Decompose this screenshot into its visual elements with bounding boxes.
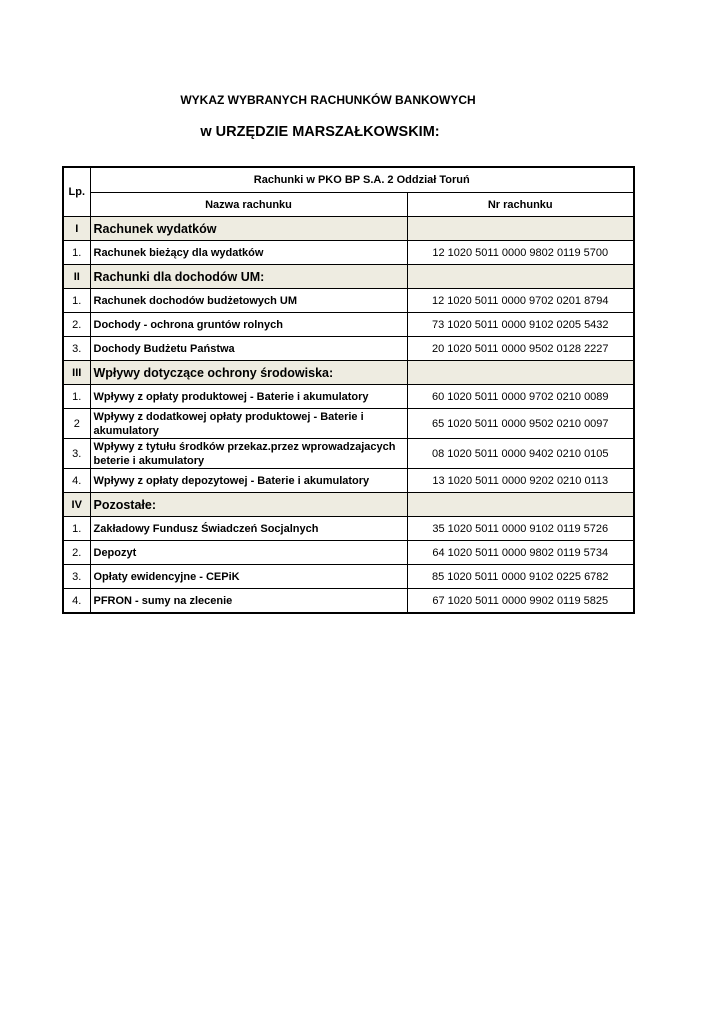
section-empty-cell	[407, 493, 634, 517]
row-lp: 3.	[63, 565, 90, 589]
section-title: Wpływy dotyczące ochrony środowiska:	[90, 361, 407, 385]
account-number: 12 1020 5011 0000 9702 0201 8794	[407, 289, 634, 313]
account-number: 35 1020 5011 0000 9102 0119 5726	[407, 517, 634, 541]
section-row	[63, 361, 634, 385]
document-title: WYKAZ WYBRANYCH RACHUNKÓW BANKOWYCH	[180, 93, 476, 107]
section-empty-cell	[407, 217, 634, 241]
account-name: Rachunek dochodów budżetowych UM	[90, 289, 407, 313]
section-title: Rachunki dla dochodów UM:	[90, 265, 407, 289]
account-number: 20 1020 5011 0000 9502 0128 2227	[407, 337, 634, 361]
section-empty-cell	[407, 265, 634, 289]
section-number: II	[63, 265, 90, 289]
table-row	[63, 589, 634, 614]
account-number: 13 1020 5011 0000 9202 0210 0113	[407, 469, 634, 493]
row-lp: 2.	[63, 541, 90, 565]
account-name: Dochody - ochrona gruntów rolnych	[90, 313, 407, 337]
account-name: Wpływy z opłaty depozytowej - Baterie i akumulatory	[90, 469, 407, 493]
account-name: Depozyt	[90, 541, 407, 565]
account-name: Wpływy z opłaty produktowej - Baterie i akumulatory	[90, 385, 407, 409]
account-name: Wpływy z dodatkowej opłaty produktowej - Baterie i akumulatory	[90, 409, 407, 439]
account-name: Rachunek bieżący dla wydatków	[90, 241, 407, 265]
account-number: 85 1020 5011 0000 9102 0225 6782	[407, 565, 634, 589]
table-row	[63, 565, 634, 589]
table-row	[63, 385, 634, 409]
row-lp: 1.	[63, 289, 90, 313]
account-name: Zakładowy Fundusz Świadczeń Socjalnych	[90, 517, 407, 541]
row-lp: 1.	[63, 241, 90, 265]
accounts-table	[62, 166, 635, 614]
row-lp: 4.	[63, 589, 90, 614]
account-name: Wpływy z tytułu środków przekaz.przez wprowadzajacych beterie i akumulatory	[90, 439, 407, 469]
account-number: 60 1020 5011 0000 9702 0210 0089	[407, 385, 634, 409]
row-lp: 2	[63, 409, 90, 439]
account-name: Dochody Budżetu Państwa	[90, 337, 407, 361]
number-header: Nr rachunku	[407, 193, 634, 217]
row-lp: 1.	[63, 385, 90, 409]
account-number: 64 1020 5011 0000 9802 0119 5734	[407, 541, 634, 565]
row-lp: 3.	[63, 337, 90, 361]
account-number: 12 1020 5011 0000 9802 0119 5700	[407, 241, 634, 265]
section-title: Rachunek wydatków	[90, 217, 407, 241]
section-row	[63, 493, 634, 517]
table-row	[63, 469, 634, 493]
section-row	[63, 265, 634, 289]
table-row	[63, 241, 634, 265]
section-title: Pozostałe:	[90, 493, 407, 517]
account-number: 08 1020 5011 0000 9402 0210 0105	[407, 439, 634, 469]
table-row	[63, 517, 634, 541]
table-row	[63, 409, 634, 439]
account-number: 65 1020 5011 0000 9502 0210 0097	[407, 409, 634, 439]
table-row	[63, 541, 634, 565]
section-number: I	[63, 217, 90, 241]
account-name: Opłaty ewidencyjne - CEPiK	[90, 565, 407, 589]
section-row	[63, 217, 634, 241]
table-row	[63, 439, 634, 469]
section-number: IV	[63, 493, 90, 517]
lp-header: Lp.	[63, 167, 90, 217]
row-lp: 2.	[63, 313, 90, 337]
row-lp: 3.	[63, 439, 90, 469]
table-row	[63, 337, 634, 361]
bank-header: Rachunki w PKO BP S.A. 2 Oddział Toruń	[90, 167, 634, 193]
account-name: PFRON - sumy na zlecenie	[90, 589, 407, 614]
table-row	[63, 289, 634, 313]
row-lp: 4.	[63, 469, 90, 493]
section-number: III	[63, 361, 90, 385]
row-lp: 1.	[63, 517, 90, 541]
document-subtitle: w URZĘDZIE MARSZAŁKOWSKIM:	[200, 124, 440, 140]
table-row	[63, 313, 634, 337]
section-empty-cell	[407, 361, 634, 385]
account-number: 67 1020 5011 0000 9902 0119 5825	[407, 589, 634, 614]
name-header: Nazwa rachunku	[90, 193, 407, 217]
account-number: 73 1020 5011 0000 9102 0205 5432	[407, 313, 634, 337]
